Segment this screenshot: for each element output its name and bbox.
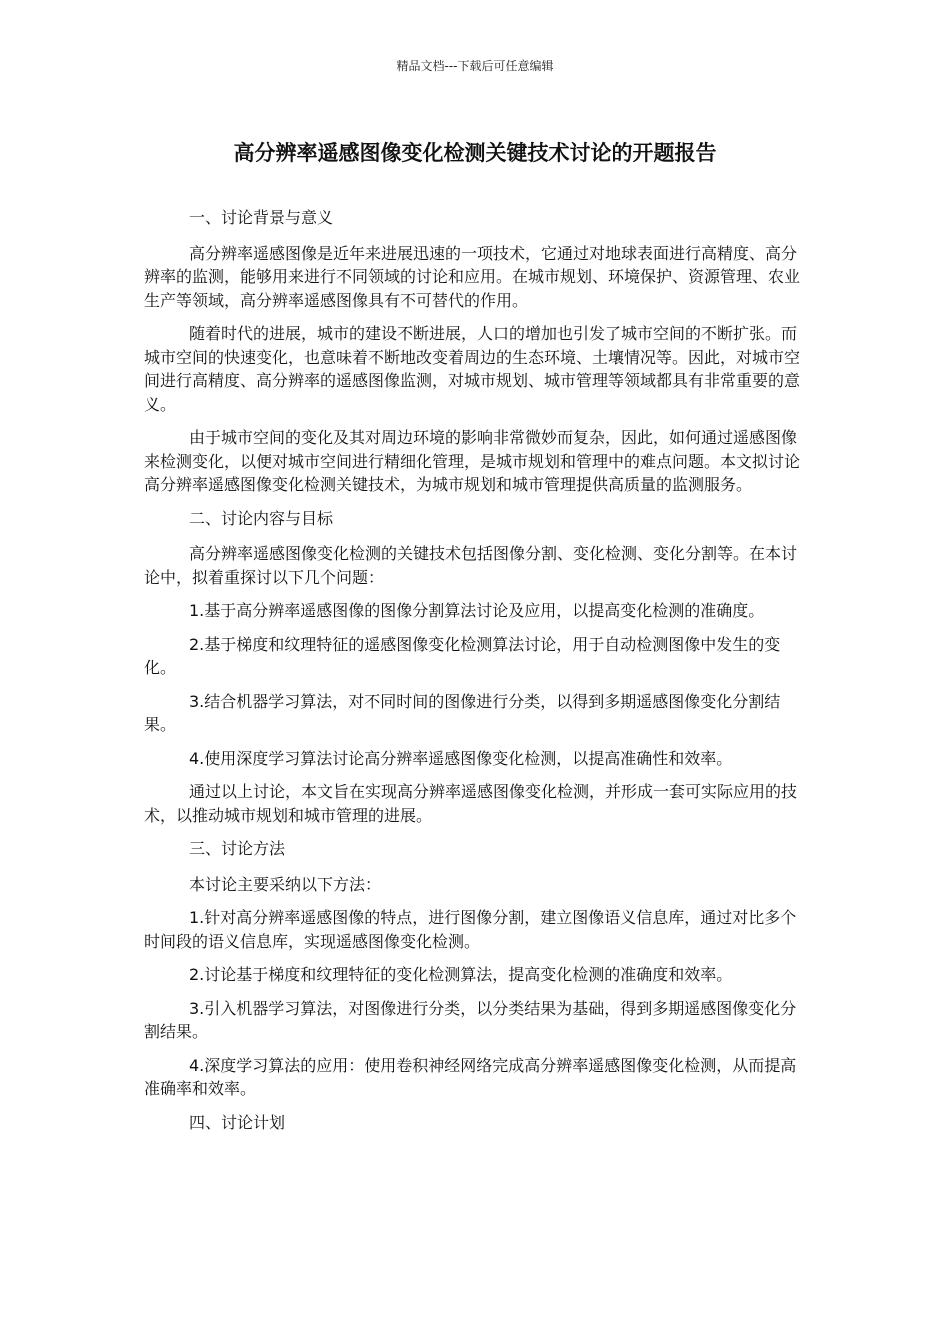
paragraph: 随着时代的进展，城市的建设不断进展，人口的增加也引发了城市空间的不断扩张。而城市空间的快速变化，也意味着不断地改变着周边的生态环境、土壤情况等。因此，对城市空间进行高精度、高分辨率的遥感图像监测，对城市规划、城市管理等领域都具有非常重要的意义。 [144,324,801,414]
header-note: 精品文档---下载后可任意编辑 [396,59,554,73]
list-item: 3.结合机器学习算法，对不同时间的图像进行分类，以得到多期遥感图像变化分割结果。 [144,691,781,734]
document-body [144,206,812,1146]
paragraph: 本讨论主要采纳以下方法： [189,874,382,894]
section-heading-plan: 四、讨论计划 [189,1112,286,1132]
paragraph: 高分辨率遥感图像是近年来进展迅速的一项技术，它通过对地球表面进行高精度、高分辨率的监测，能够用来进行不同领域的讨论和应用。在城市规划、环境保护、资源管理、农业生产等领域，高分辨率遥感图像具有不可替代的作用。 [144,243,801,310]
list-item: 4.深度学习算法的应用：使用卷积神经网络完成高分辨率遥感图像变化检测，从而提高准确率和效率。 [144,1055,797,1098]
paragraph: 通过以上讨论，本文旨在实现高分辨率遥感图像变化检测，并形成一套可实际应用的技术，以推动城市规划和城市管理的进展。 [144,782,798,825]
list-item: 4.使用深度学习算法讨论高分辨率遥感图像变化检测，以提高准确性和效率。 [189,748,733,768]
list-item: 2.讨论基于梯度和纹理特征的变化检测算法，提高变化检测的准确度和效率。 [189,965,733,984]
document-title: 高分辨率遥感图像变化检测关键技术讨论的开题报告 [233,141,717,165]
section-heading-content-goals: 二、讨论内容与目标 [189,508,334,528]
list-item: 1.基于高分辨率遥感图像的图像分割算法讨论及应用，以提高变化检测的准确度。 [189,601,765,620]
list-item: 3.引入机器学习算法，对图像进行分类，以分类结果为基础，得到多期遥感图像变化分割结果。 [144,998,797,1041]
paragraph: 高分辨率遥感图像变化检测的关键技术包括图像分割、变化检测、变化分割等。在本讨论中，拟着重探讨以下几个问题： [144,544,798,587]
list-item: 2.基于梯度和纹理特征的遥感图像变化检测算法讨论，用于自动检测图像中发生的变化。 [144,634,781,677]
section-heading-background: 一、讨论背景与意义 [189,208,334,227]
paragraph: 由于城市空间的变化及其对周边环境的影响非常微妙而复杂，因此，如何通过遥感图像来检测变化，以便对城市空间进行精细化管理，是城市规划和管理中的难点问题。本文拟讨论高分辨率遥感图像变化检测关键技术，为城市规划和城市管理提供高质量的监测服务。 [144,428,801,494]
section-heading-methods: 三、讨论方法 [189,839,286,858]
list-item: 1.针对高分辨率遥感图像的特点，进行图像分割，建立图像语义信息库，通过对比多个时间段的语义信息库，实现遥感图像变化检测。 [144,908,797,951]
